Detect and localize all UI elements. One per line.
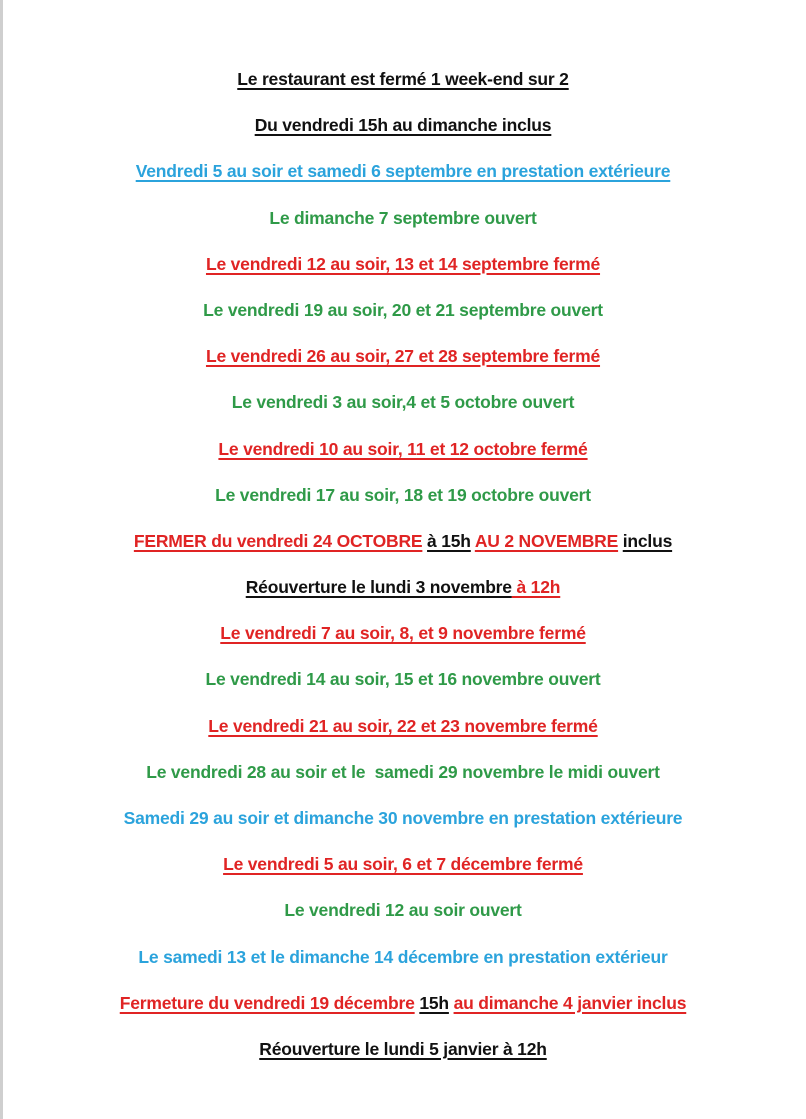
schedule-line <box>0 203 806 249</box>
schedule-text: Vendredi 5 au soir et samedi 6 septembre en prestation extérieure <box>135 161 671 182</box>
schedule-text: Samedi 29 au soir et dimanche 30 novembre en prestation extérieure <box>123 808 683 828</box>
schedule-line <box>0 434 806 480</box>
schedule-text: Le vendredi 14 au soir, 15 et 16 novembre ouvert <box>205 669 601 690</box>
schedule-text: inclus <box>622 530 673 551</box>
schedule-line <box>0 526 806 572</box>
schedule-text: au dimanche 4 janvier inclus <box>453 992 687 1013</box>
schedule-line <box>0 110 806 156</box>
schedule-text: Le vendredi 19 au soir, 20 et 21 septembre ouvert <box>203 299 603 320</box>
schedule-line <box>0 480 806 526</box>
schedule-text: Le vendredi 21 au soir, 22 et 23 novembre fermé <box>208 715 598 736</box>
schedule-text: Le vendredi 5 au soir, 6 et 7 décembre fermé <box>223 854 583 875</box>
schedule-line <box>0 895 806 941</box>
schedule-text: AU 2 NOVEMBRE <box>474 530 619 551</box>
schedule-line <box>0 572 806 618</box>
schedule-line <box>0 664 806 710</box>
schedule-text: Le vendredi 17 au soir, 18 et 19 octobre ouvert <box>215 484 591 505</box>
schedule-line <box>0 387 806 433</box>
schedule-text: Le vendredi 10 au soir, 11 et 12 octobre fermé <box>218 438 588 459</box>
schedule-text: Le samedi 13 et le dimanche 14 décembre en prestation extérieur <box>138 946 668 967</box>
schedule-text: Le restaurant est fermé 1 week-end sur 2 <box>237 69 569 89</box>
schedule-line <box>0 156 806 202</box>
schedule-text: à 15h <box>427 530 471 551</box>
schedule-line <box>0 988 806 1034</box>
schedule-line <box>0 711 806 757</box>
schedule-text: Le vendredi 26 au soir, 27 et 28 septembre fermé <box>205 346 601 367</box>
schedule-line <box>0 249 806 295</box>
schedule-text: à 12h <box>511 577 561 598</box>
schedule-text: Le vendredi 12 au soir, 13 et 14 septembre fermé <box>205 253 601 274</box>
schedule-text: Le vendredi 12 au soir ouvert <box>284 900 522 921</box>
schedule-line <box>0 341 806 387</box>
schedule-line <box>0 803 806 849</box>
schedule-line <box>0 618 806 664</box>
schedule-text: Réouverture le lundi 3 novembre <box>245 577 512 598</box>
document-title <box>0 64 806 110</box>
schedule-text: Du vendredi 15h au dimanche inclus <box>254 115 552 136</box>
schedule-text: Réouverture le lundi 5 janvier à 12h <box>259 1038 547 1059</box>
schedule-line <box>0 295 806 341</box>
schedule-text: FERMER du vendredi 24 OCTOBRE <box>133 530 423 551</box>
schedule-text: Le dimanche 7 septembre ouvert <box>269 207 537 228</box>
schedule-document <box>0 64 806 1080</box>
schedule-line <box>0 942 806 988</box>
schedule-line <box>0 757 806 803</box>
schedule-line <box>0 1034 806 1080</box>
schedule-text: Le vendredi 28 au soir et le samedi 29 novembre le midi ouvert <box>146 761 660 782</box>
schedule-text: Le vendredi 7 au soir, 8, et 9 novembre fermé <box>220 623 586 644</box>
schedule-text: 15h <box>419 992 449 1013</box>
schedule-line <box>0 849 806 895</box>
schedule-text: Fermeture du vendredi 19 décembre <box>119 992 415 1013</box>
schedule-text: Le vendredi 3 au soir,4 et 5 octobre ouvert <box>231 392 575 413</box>
